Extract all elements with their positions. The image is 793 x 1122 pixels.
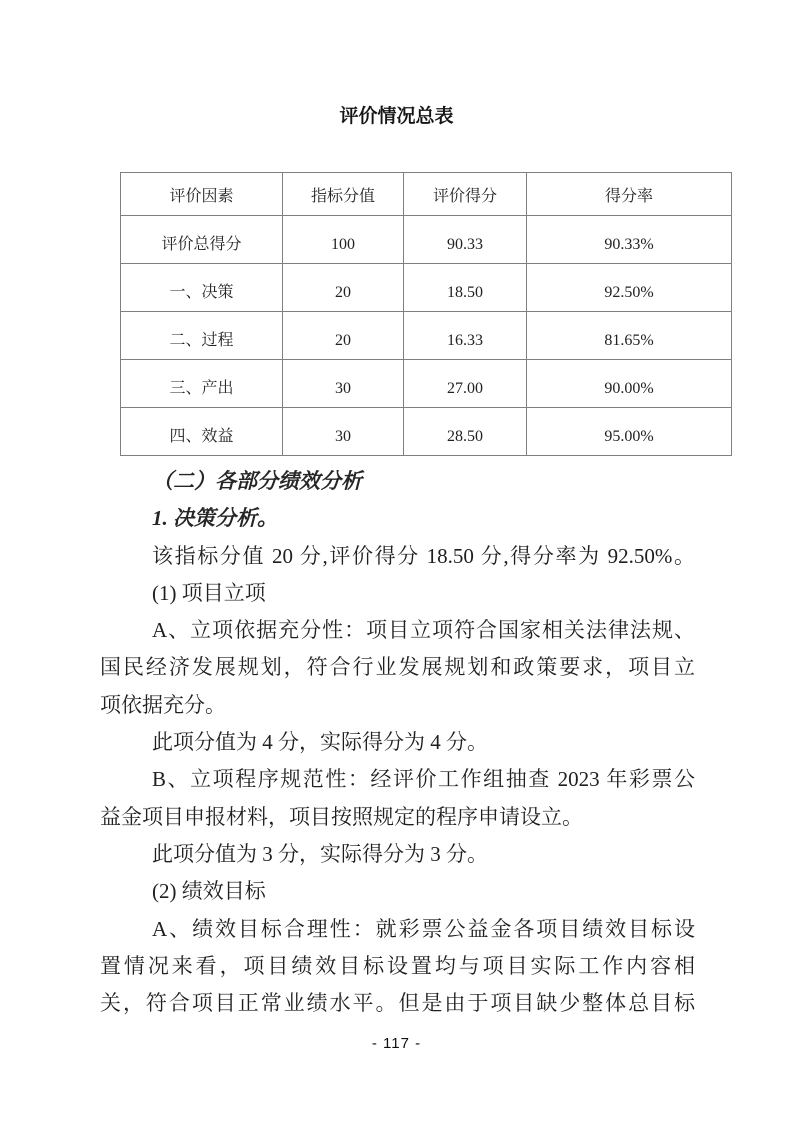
- body-line: B、立项程序规范性：经评价工作组抽查 2023 年彩票公: [152, 767, 695, 792]
- body-text: [100, 463, 695, 1022]
- table-cell: 20: [283, 264, 404, 312]
- table-row: [121, 408, 732, 456]
- table-cell: 三、产出: [121, 360, 283, 408]
- body-line: 此项分值为 3 分，实际得分为 3 分。: [152, 841, 488, 866]
- table-body: [121, 216, 732, 456]
- body-line: 益金项目申报材料，项目按照规定的程序申请设立。: [100, 804, 583, 829]
- body-line: (2) 绩效目标: [152, 879, 266, 904]
- table-cell: 评价总得分: [121, 216, 283, 264]
- table-cell: 90.00%: [527, 360, 732, 408]
- table-row: [121, 264, 732, 312]
- table-cell: 90.33%: [527, 216, 732, 264]
- table-row: [121, 312, 732, 360]
- column-header: 评价得分: [404, 173, 527, 216]
- evaluation-summary-table: [120, 172, 732, 456]
- table-cell: 16.33: [404, 312, 527, 360]
- table-cell: 28.50: [404, 408, 527, 456]
- table-cell: 四、效益: [121, 408, 283, 456]
- column-header: 得分率: [527, 173, 732, 216]
- body-line: 置情况来看，项目绩效目标设置均与项目实际工作内容相: [100, 953, 695, 978]
- table-cell: 90.33: [404, 216, 527, 264]
- column-header: 评价因素: [121, 173, 283, 216]
- body-line: A、绩效目标合理性：就彩票公益金各项目绩效目标设: [152, 916, 695, 941]
- table-row: [121, 360, 732, 408]
- page-number: - 117 -: [371, 1035, 422, 1052]
- table-header-row: [121, 173, 732, 216]
- table-cell: 18.50: [404, 264, 527, 312]
- table-row: [121, 216, 732, 264]
- body-line: 关，符合项目正常业绩水平。但是由于项目缺少整体总目标: [100, 991, 695, 1016]
- body-line: 该指标分值 20 分,评价得分 18.50 分,得分率为 92.50%。: [152, 543, 695, 568]
- body-line: 1. 决策分析。: [152, 506, 278, 531]
- table-cell: 92.50%: [527, 264, 732, 312]
- body-line: 此项分值为 4 分，实际得分为 4 分。: [152, 730, 488, 755]
- page-title: 评价情况总表: [339, 106, 454, 127]
- body-line: (1) 项目立项: [152, 580, 266, 605]
- table-cell: 20: [283, 312, 404, 360]
- table-cell: 30: [283, 360, 404, 408]
- table-cell: 95.00%: [527, 408, 732, 456]
- body-line: 国民经济发展规划，符合行业发展规划和政策要求，项目立: [100, 655, 695, 680]
- table-cell: 二、过程: [121, 312, 283, 360]
- table-cell: 30: [283, 408, 404, 456]
- table-cell: 81.65%: [527, 312, 732, 360]
- body-line: 项依据充分。: [100, 692, 226, 717]
- body-line: A、立项依据充分性：项目立项符合国家相关法律法规、: [152, 618, 695, 643]
- body-line: （二）各部分绩效分析: [152, 469, 362, 493]
- table-cell: 一、决策: [121, 264, 283, 312]
- table-cell: 100: [283, 216, 404, 264]
- table-cell: 27.00: [404, 360, 527, 408]
- column-header: 指标分值: [283, 173, 404, 216]
